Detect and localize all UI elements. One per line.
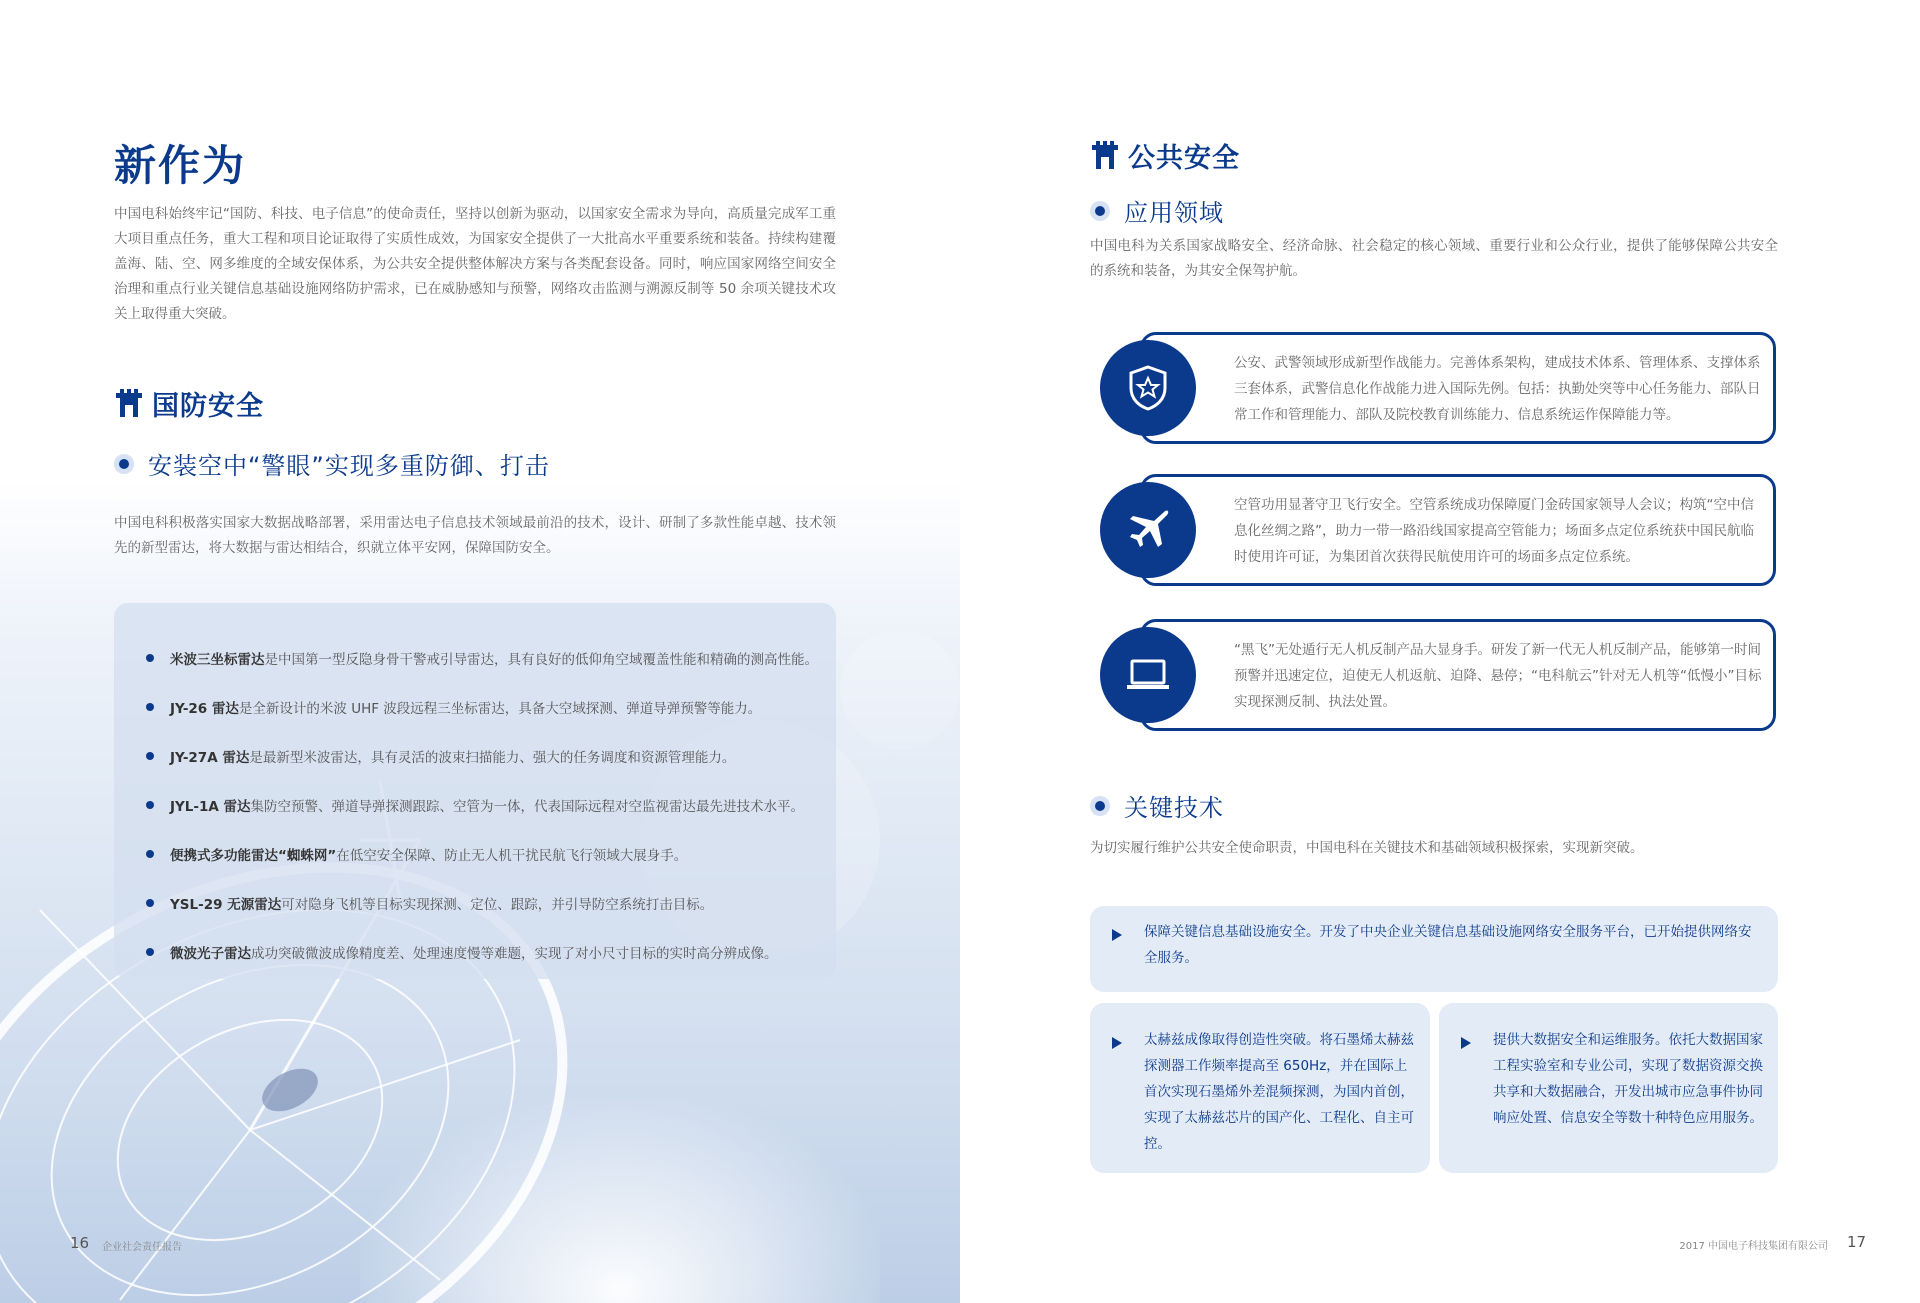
tech-text: 保障关键信息基础设施安全。开发了中央企业关键信息基础设施网络安全服务平台，已开始提供网络安全服务。 [1144,924,1752,966]
radar-desc: 集防空预警、弹道导弹探测跟踪、空管为一体，代表国际远程对空监视雷达最先进技术水平。 [250,798,805,815]
radar-name: 便携式多功能雷达“蜘蛛网” [170,847,337,864]
application-card [1100,332,1777,444]
bullet-icon [146,654,154,662]
section-title: 国防安全 [152,391,264,422]
list-item [130,633,818,682]
application-card [1100,619,1777,731]
tech-box [1090,1003,1430,1173]
card-text: 空管功用显著守卫飞行安全。空管系统成功保障厦门金砖国家领导人会议；构筑“空中信息化丝绸之路”，助力一带一路沿线国家提高空管能力；场面多点定位系统获中国民航临时使用许可证，为集团首次获得民航使用许可的场面多点定位系统。 [1234,497,1754,565]
bullet-dot-icon [1090,796,1110,816]
defense-tower-icon [114,389,144,419]
list-item [130,829,818,878]
card-text: 公安、武警领域形成新型作战能力。完善体系架构，建成技术体系、管理体系、支撑体系三套体系，武警信息化作战能力进入国际先例。包括：执勤处突等中心任务能力、部队日常工作和管理能力、部队及院校教育训练能力、信息系统运作保障能力等。 [1234,355,1761,423]
section-heading-defense [114,384,264,423]
tech-box [1439,1003,1778,1173]
key-tech-paragraph: 为切实履行维护公共安全使命职责，中国电科在关键技术和基础领域积极探索，实现新突破。 [1090,840,1644,856]
radar-desc: 成功突破微波成像精度差、处理速度慢等难题，实现了对小尺寸目标的实时高分辨成像。 [251,945,778,962]
laptop-icon [1100,627,1196,723]
play-arrow-icon [1461,1037,1471,1049]
bullet-dot-icon [114,454,134,474]
page-title: 新作为 [114,141,247,190]
section-title: 公共安全 [1128,143,1240,174]
bullet-icon [146,850,154,858]
intro-paragraph: 中国电科始终牢记“国防、科技、电子信息”的使命责任，坚持以创新为驱动，以国家安全需求为导向，高质量完成军工重大项目重点任务，重大工程和项目论证取得了实质性成效，为国家安全提供了一大批高水平重要系统和装备。持续构建覆盖海、陆、空、网多维度的全域安保体系，为公共安全提供整体解决方案与各类配套设备。同时，响应国家网络空间安全治理和重点行业关键信息基础设施网络防护需求，已在威胁感知与预警，网络攻击监测与溯源反制等 50 余项关键技术攻关上取得重大突破。 [114,206,836,322]
radar-desc: 是全新设计的米波 UHF 波段远程三坐标雷达，具备大空域探测、弹道导弹预警等能力。 [238,700,762,717]
subsection-heading-application [1090,193,1224,228]
radar-name: JY-26 雷达 [170,700,239,717]
radar-desc: 在低空安全保障、防止无人机干扰民航飞行领域大展身手。 [336,847,688,864]
radar-paragraph: 中国电科积极落实国家大数据战略部署，采用雷达电子信息技术领域最前沿的技术，设计、研制了多款性能卓越、技术领先的新型雷达，将大数据与雷达相结合，织就立体平安网，保障国防安全。 [114,515,836,556]
airplane-icon [1100,482,1196,578]
list-item [130,731,818,780]
bullet-icon [146,899,154,907]
radar-desc: 是中国第一型反隐身骨干警戒引导雷达，具有良好的低仰角空域覆盖性能和精确的测高性能。 [264,651,818,668]
subsection-title: 应用领域 [1124,199,1224,227]
radar-list-box [114,603,836,979]
radar-desc: 是最新型米波雷达，具有灵活的波束扫描能力、强大的任务调度和资源管理能力。 [249,749,736,766]
subsection-title: 关键技术 [1124,794,1224,822]
bullet-icon [146,801,154,809]
bullet-dot-icon [1090,201,1110,221]
radar-name: YSL-29 无源雷达 [170,896,282,913]
application-card [1100,474,1777,586]
defense-tower-icon [1090,141,1120,171]
radar-name: 米波三坐标雷达 [170,651,265,668]
list-item [130,780,818,829]
play-arrow-icon [1112,929,1122,941]
radar-desc: 可对隐身飞机等目标实现探测、定位、跟踪，并引导防空系统打击目标。 [281,896,714,913]
tech-text: 太赫兹成像取得创造性突破。将石墨烯太赫兹探测器工作频率提高至 650Hz，并在国际上首次实现石墨烯外差混频探测，为国内首创，实现了太赫兹芯片的国产化、工程化、自主可控。 [1144,1032,1414,1152]
page-number-right: 17 [1847,1233,1867,1251]
page-number-left: 16 [70,1234,90,1252]
right-page [960,0,1920,1303]
radar-name: 微波光子雷达 [170,945,251,962]
section-heading-public-safety [1090,136,1240,175]
list-item [130,878,818,927]
subsection-title: 安装空中“警眼”实现多重防御、打击 [148,452,550,480]
tech-box [1090,906,1778,992]
bullet-icon [146,948,154,956]
application-paragraph: 中国电科为关系国家战略安全、经济命脉、社会稳定的核心领域、重要行业和公众行业，提供了能够保障公共安全的系统和装备，为其安全保驾护航。 [1090,238,1778,279]
footer-right: 2017 中国电子科技集团有限公司 [1679,1241,1828,1252]
card-text: “黑飞”无处遁行无人机反制产品大显身手。研发了新一代无人机反制产品，能够第一时间预警并迅速定位，迫使无人机返航、迫降、悬停；“电科航云”针对无人机等“低慢小”目标实现探测反制、执法处置。 [1234,642,1762,710]
subsection-heading-radar [114,446,550,481]
radar-name: JYL-1A 雷达 [170,798,251,815]
radar-name: JY-27A 雷达 [170,749,250,766]
bullet-icon [146,752,154,760]
footer-left: 企业社会责任报告 [102,1242,182,1253]
bullet-icon [146,703,154,711]
subsection-heading-key-tech [1090,788,1224,823]
list-item [130,682,818,731]
tech-text: 提供大数据安全和运维服务。依托大数据国家工程实验室和专业公司，实现了数据资源交换共享和大数据融合，开发出城市应急事件协同响应处置、信息安全等数十种特色应用服务。 [1493,1032,1763,1126]
play-arrow-icon [1112,1037,1122,1049]
shield-star-icon [1100,340,1196,436]
list-item [130,927,818,976]
